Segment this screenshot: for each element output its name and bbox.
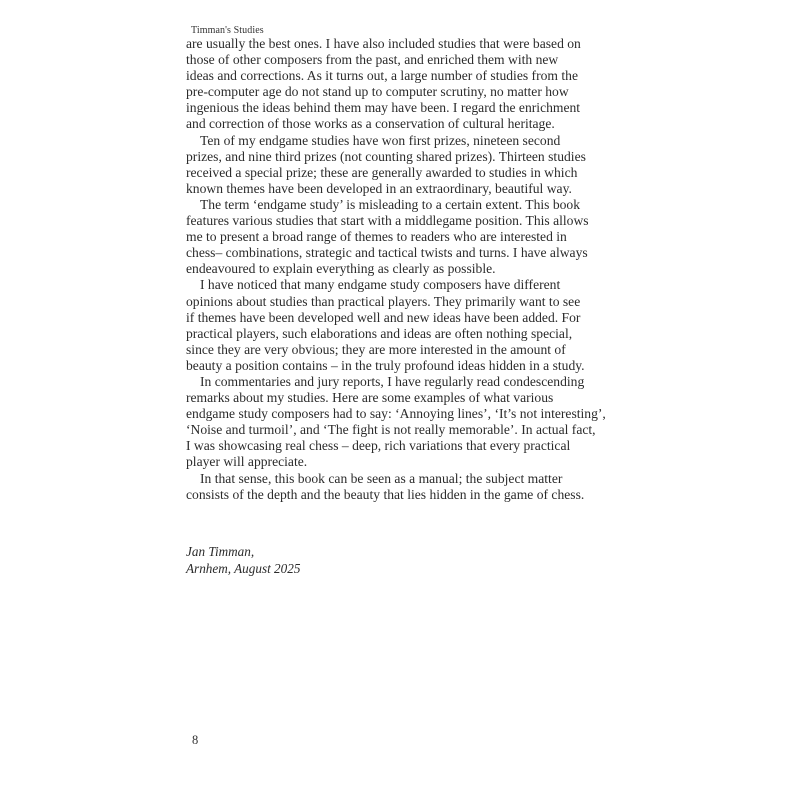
paragraph	[186, 471, 626, 503]
text-line: since they are very obvious; they are more interested in the amount of	[186, 341, 566, 357]
page-number: 8	[192, 733, 199, 747]
text-line: endeavoured to explain everything as clearly as possible.	[186, 261, 496, 277]
signature-place-date: Arnhem, August 2025	[186, 560, 301, 576]
text-line: The term ‘endgame study’ is misleading to a certain extent. This book	[200, 196, 581, 212]
text-line: opinions about studies than practical players. They primarily want to see	[186, 293, 581, 309]
text-line: features various studies that start with a middlegame position. This allows	[186, 213, 589, 229]
text-line: endgame study composers had to say: ‘Annoying lines’, ‘It’s not interesting’,	[186, 406, 606, 422]
text-line: if themes have been developed well and new ideas have been added. For	[186, 309, 581, 325]
text-line: Ten of my endgame studies have won first prizes, nineteen second	[200, 132, 561, 148]
signature-name: Jan Timman,	[186, 544, 255, 559]
text-line: pre-computer age do not stand up to computer scrutiny, no matter how	[186, 84, 569, 100]
text-line: those of other composers from the past, and enriched them with new	[186, 52, 559, 68]
paragraph	[186, 133, 626, 197]
text-line: practical players, such elaborations and ideas are often nothing special,	[186, 325, 573, 341]
text-line: and correction of those works as a conservation of cultural heritage.	[186, 116, 555, 132]
text-line: are usually the best ones. I have also included studies that were based on	[186, 36, 581, 51]
paragraph	[186, 36, 626, 133]
text-line: In commentaries and jury reports, I have regularly read condescending	[200, 373, 585, 389]
text-line: ‘Noise and turmoil’, and ‘The fight is not really memorable’. In actual fact,	[186, 422, 596, 438]
text-line: me to present a broad range of themes to readers who are interested in	[186, 229, 567, 245]
paragraph	[186, 277, 626, 374]
text-line: ideas and corrections. As it turns out, a large number of studies from the	[186, 68, 578, 84]
text-line: remarks about my studies. Here are some examples of what various	[186, 390, 554, 406]
text-line: player will appreciate.	[186, 454, 308, 470]
text-line: I have noticed that many endgame study composers have different	[200, 277, 561, 293]
text-line: prizes, and nine third prizes (not counting shared prizes). Thirteen studies	[186, 148, 586, 164]
text-line: beauty a position contains – in the truly profound ideas hidden in a study.	[186, 357, 585, 373]
text-line: In that sense, this book can be seen as a manual; the subject matter	[200, 470, 563, 486]
body-text	[186, 36, 626, 503]
text-line: received a special prize; these are generally awarded to studies in which	[186, 164, 578, 180]
signature-block	[186, 544, 300, 577]
paragraph	[186, 374, 626, 471]
running-head: Timman's Studies	[191, 25, 264, 36]
text-line: consists of the depth and the beauty that lies hidden in the game of chess.	[186, 486, 585, 502]
text-line: chess– combinations, strategic and tactical twists and turns. I have always	[186, 245, 588, 261]
text-line: known themes have been developed in an extraordinary, beautiful way.	[186, 180, 572, 196]
text-line: I was showcasing real chess – deep, rich variations that every practical	[186, 438, 571, 454]
paragraph	[186, 197, 626, 277]
text-line: ingenious the ideas behind them may have been. I regard the enrichment	[186, 100, 581, 116]
